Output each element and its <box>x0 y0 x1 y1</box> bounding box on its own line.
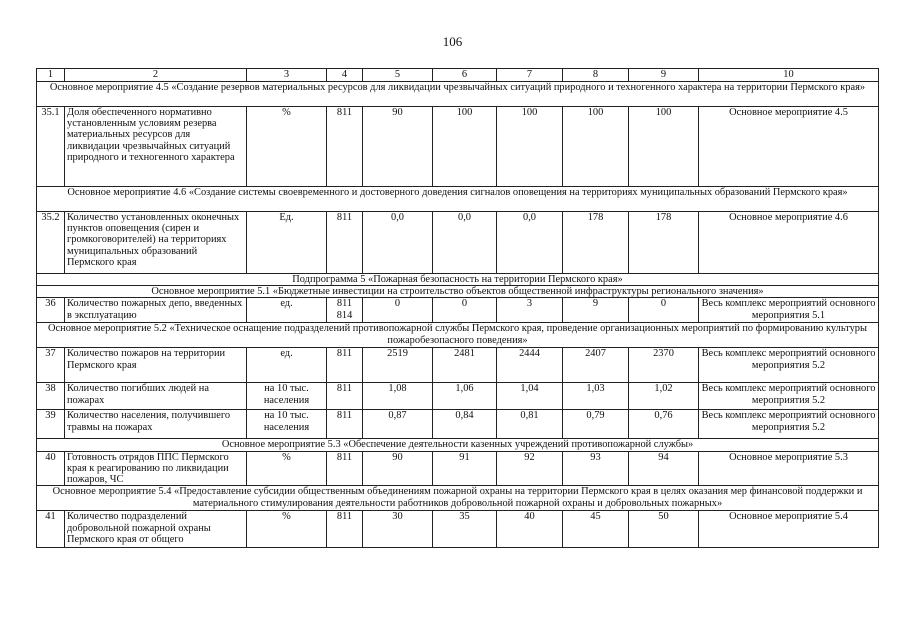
indicator-name-cell: Количество населения, получившего травмы на пожарах <box>65 410 247 439</box>
code-cell: 811 <box>327 348 363 383</box>
value-2-cell: 0,0 <box>433 212 497 274</box>
row-number-cell: 39 <box>37 410 65 439</box>
code-cell: 811 <box>327 410 363 439</box>
column-header: 5 <box>363 69 433 82</box>
value-3-cell: 0,0 <box>497 212 563 274</box>
column-header: 8 <box>563 69 629 82</box>
value-5-cell: 100 <box>629 107 699 187</box>
value-4-cell: 1,03 <box>563 383 629 410</box>
table-row <box>37 410 879 439</box>
column-header: 4 <box>327 69 363 82</box>
section-row <box>37 486 879 511</box>
unit-cell: % <box>247 107 327 187</box>
measure-cell: Основное мероприятие 5.4 <box>699 511 879 548</box>
value-4-cell: 2407 <box>563 348 629 383</box>
value-5-cell: 0 <box>629 298 699 323</box>
section-row <box>37 274 879 286</box>
indicator-name-cell: Количество подразделений добровольной пожарной охраны Пермского края от общего <box>65 511 247 548</box>
measure-cell: Весь комплекс мероприятий основного мероприятия 5.1 <box>699 298 879 323</box>
row-number-cell: 38 <box>37 383 65 410</box>
value-5-cell: 50 <box>629 511 699 548</box>
value-4-cell: 93 <box>563 451 629 486</box>
indicator-name-cell: Количество пожаров на территории Пермского края <box>65 348 247 383</box>
column-header: 3 <box>247 69 327 82</box>
unit-cell: Ед. <box>247 212 327 274</box>
measure-cell: Весь комплекс мероприятий основного мероприятия 5.2 <box>699 410 879 439</box>
column-header: 10 <box>699 69 879 82</box>
column-header: 9 <box>629 69 699 82</box>
code-cell: 811 <box>327 383 363 410</box>
code-cell: 811 <box>327 451 363 486</box>
value-2-cell: 35 <box>433 511 497 548</box>
table-row <box>37 451 879 486</box>
value-5-cell: 94 <box>629 451 699 486</box>
value-1-cell: 0,0 <box>363 212 433 274</box>
page-number: 106 <box>442 34 463 49</box>
value-2-cell: 0 <box>433 298 497 323</box>
value-3-cell: 2444 <box>497 348 563 383</box>
section-title: Подпрограмма 5 «Пожарная безопасность на территории Пермского края» <box>37 274 879 286</box>
table-row <box>37 348 879 383</box>
value-4-cell: 0,79 <box>563 410 629 439</box>
row-number-cell: 36 <box>37 298 65 323</box>
code-cell: 811 814 <box>327 298 363 323</box>
value-2-cell: 0,84 <box>433 410 497 439</box>
unit-cell: ед. <box>247 348 327 383</box>
value-4-cell: 100 <box>563 107 629 187</box>
indicator-name-cell: Количество погибших людей на пожарах <box>65 383 247 410</box>
value-3-cell: 0,81 <box>497 410 563 439</box>
section-row <box>37 187 879 212</box>
column-header: 1 <box>37 69 65 82</box>
row-number-cell: 41 <box>37 511 65 548</box>
section-row <box>37 286 879 298</box>
indicator-name-cell: Готовность отрядов ППС Пермского края к реагированию по ликвидации пожаров, ЧС <box>65 451 247 486</box>
value-4-cell: 9 <box>563 298 629 323</box>
section-title: Основное мероприятие 5.3 «Обеспечение деятельности казенных учреждений противопожарной службы» <box>37 439 879 451</box>
section-title: Основное мероприятие 5.4 «Предоставление субсидии общественным объединениям пожарной охраны на территории Пермского края в целях оказания мер финансовой поддержки и материального стимулирования деятельности работников добровольной пожарной охраны и добровольных пожарных» <box>37 486 879 511</box>
value-1-cell: 90 <box>363 451 433 486</box>
table-row <box>37 107 879 187</box>
value-5-cell: 1,02 <box>629 383 699 410</box>
value-5-cell: 2370 <box>629 348 699 383</box>
section-title: Основное мероприятие 4.5 «Создание резервов материальных ресурсов для ликвидации чрезвычайных ситуаций природного и техногенного характера на территории Пермского края» <box>37 82 879 107</box>
row-number-cell: 35.2 <box>37 212 65 274</box>
value-1-cell: 30 <box>363 511 433 548</box>
section-title: Основное мероприятие 4.6 «Создание системы своевременного и достоверного доведения сигналов оповещения на территориях муниципальных образований Пермского края» <box>37 187 879 212</box>
value-3-cell: 100 <box>497 107 563 187</box>
code-cell: 811 <box>327 107 363 187</box>
measure-cell: Основное мероприятие 4.5 <box>699 107 879 187</box>
value-3-cell: 40 <box>497 511 563 548</box>
value-3-cell: 3 <box>497 298 563 323</box>
value-1-cell: 0,87 <box>363 410 433 439</box>
header-row <box>37 69 879 82</box>
table-row <box>37 383 879 410</box>
column-header: 6 <box>433 69 497 82</box>
row-number-cell: 37 <box>37 348 65 383</box>
column-header: 7 <box>497 69 563 82</box>
row-number-cell: 40 <box>37 451 65 486</box>
indicator-name-cell: Количество пожарных депо, введенных в эксплуатацию <box>65 298 247 323</box>
table-row <box>37 511 879 548</box>
section-row <box>37 439 879 451</box>
indicator-name-cell: Доля обеспеченного нормативно установленным условиям резерва материальных ресурсов для ликвидации чрезвычайных ситуаций природного и техногенного характера <box>65 107 247 187</box>
table-row <box>37 212 879 274</box>
code-cell: 811 <box>327 212 363 274</box>
measure-cell: Основное мероприятие 4.6 <box>699 212 879 274</box>
value-4-cell: 178 <box>563 212 629 274</box>
section-row <box>37 82 879 107</box>
value-1-cell: 1,08 <box>363 383 433 410</box>
indicator-name-cell: Количество установленных оконечных пунктов оповещения (сирен и громкоговорителей) на территориях муниципальных образований Пермского края <box>65 212 247 274</box>
value-1-cell: 90 <box>363 107 433 187</box>
value-2-cell: 100 <box>433 107 497 187</box>
value-5-cell: 178 <box>629 212 699 274</box>
column-header: 2 <box>65 69 247 82</box>
row-number-cell: 35.1 <box>37 107 65 187</box>
value-1-cell: 0 <box>363 298 433 323</box>
measure-cell: Основное мероприятие 5.3 <box>699 451 879 486</box>
measure-cell: Весь комплекс мероприятий основного мероприятия 5.2 <box>699 383 879 410</box>
indicators-table <box>36 68 879 548</box>
section-row <box>37 323 879 348</box>
value-3-cell: 1,04 <box>497 383 563 410</box>
value-3-cell: 92 <box>497 451 563 486</box>
value-2-cell: 91 <box>433 451 497 486</box>
table-row <box>37 298 879 323</box>
value-5-cell: 0,76 <box>629 410 699 439</box>
value-4-cell: 45 <box>563 511 629 548</box>
section-title: Основное мероприятие 5.1 «Бюджетные инвестиции на строительство объектов общественной инфраструктуры регионального значения» <box>37 286 879 298</box>
unit-cell: ед. <box>247 298 327 323</box>
unit-cell: % <box>247 451 327 486</box>
value-1-cell: 2519 <box>363 348 433 383</box>
unit-cell: % <box>247 511 327 548</box>
value-2-cell: 2481 <box>433 348 497 383</box>
code-cell: 811 <box>327 511 363 548</box>
unit-cell: на 10 тыс. населения <box>247 383 327 410</box>
value-2-cell: 1,06 <box>433 383 497 410</box>
measure-cell: Весь комплекс мероприятий основного мероприятия 5.2 <box>699 348 879 383</box>
section-title: Основное мероприятие 5.2 «Техническое оснащение подразделений противопожарной службы Пермского края, проведение организационных мероприятий по формированию культуры пожаробезопасного поведения» <box>37 323 879 348</box>
unit-cell: на 10 тыс. населения <box>247 410 327 439</box>
